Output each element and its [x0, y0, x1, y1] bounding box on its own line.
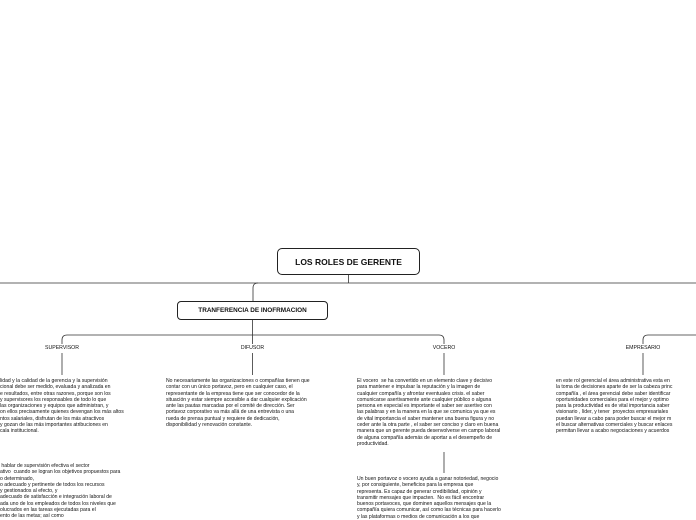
role-vocero[interactable]: VOCERO	[432, 345, 456, 351]
role-difusor[interactable]: DIFUSOR	[240, 345, 265, 351]
vocero-paragraph-2: Un buen portavoz o vocero ayuda a ganar notoriedad, negocio y, por consiguiente, beneficios para la empresa que representa. Es capaz de generar credibilidad, opinión y transmitir mensajes que impacten. No es fácil encontrar buenos portavoces, que dominen aquellos mensajes que la compañía quiera comunicar, así como las técnicas para hacerlo y las plataformas o medios de comunicación a los que	[357, 476, 501, 520]
subtopic-title: TRANFERENCIA DE INOFRMACION	[198, 307, 307, 314]
connector-role-bar	[62, 335, 444, 344]
root-node[interactable]	[277, 248, 420, 275]
empresario-paragraph-1: en este rol gerencial el área administrativa esta en la toma de decisiones aparte de ser la cabeza princ compañía , el área gerencial debe saber identificar oportunidades comerciales para el mejor y optimo para la productividad es de vital importancia saber visionario , líder, y tener proyectos empresariales puedan llevar a cabo para poder buscar el mejor m el buscar alternativas comerciales y buscar enlaces permitan llevar a acabo negociaciones y acuerdos	[556, 378, 673, 435]
subtopic-node[interactable]	[177, 301, 328, 320]
role-empresario[interactable]: EMPRESARIO	[625, 345, 661, 351]
root-title: LOS ROLES DE GERENTE	[295, 256, 402, 267]
role-supervisor[interactable]: SUPERVISOR	[45, 345, 79, 351]
supervisor-paragraph-1: lidad y la calidad de la gerencia y la supervisión cional debe ser medido, evaluada y analizada en e resultados, entre otras razones, porque son los y supervisores los responsables de todo lo que las organizaciones y equipos que administran, y on ellos precisamente quienes devengan los más altos ntos salariales, disfrutan de los más atractivos y gozan de las más importantes atribuciones en cala institucional.	[0, 378, 124, 435]
vocero-paragraph-1: El vocero se ha convertido en un elemento clave y decisivo para mantener e impulsar la reputación y la imagen de cualquier compañía y afrontar eventuales crisis. el saber comunicarse asertivamente ante cualquier público o alguna persona en especial es importante el saber ser asertivo con las palabras y en la manera en la que se comunica ya que es de vital importancia el saber mantener una buena figura y no ceder ante la otra parte , el saber ser conciso y claro en buena manera que un gerente pueda desenvolverse en campo laboral de alguna compañía además de aportar a el desempeño de productividad.	[357, 378, 501, 447]
connector-to-empresario	[643, 335, 696, 344]
connector-to-subtopic	[253, 283, 258, 301]
difusor-paragraph-1: No necesariamente las organizaciones o compañías tienen que contar con un único portavoz, pero en cualquier caso, el representante de la empresa tiene que ser conocedor de la situación y estar siempre accesible a dar cualquier explicación ante las pautas marcadas por el comité de dirección. Ser portavoz corporativo va más allá de una entrevista o una rueda de prensa puntual y requiere de dedicación, disponibilidad y renovación constante.	[166, 378, 310, 429]
supervisor-paragraph-2: hablar de supervisión efectiva el sector ativo cuando se logran los objetivos propuestos para o determinado, o adecuado y pertinente de todos los recursos y gestionados al efecto, y adecuado de satisfacción e integración laboral de ada uno de los empleados de todos los niveles que olucrados en las tareas ejecutadas para el ento de las metas; así como	[0, 463, 121, 520]
